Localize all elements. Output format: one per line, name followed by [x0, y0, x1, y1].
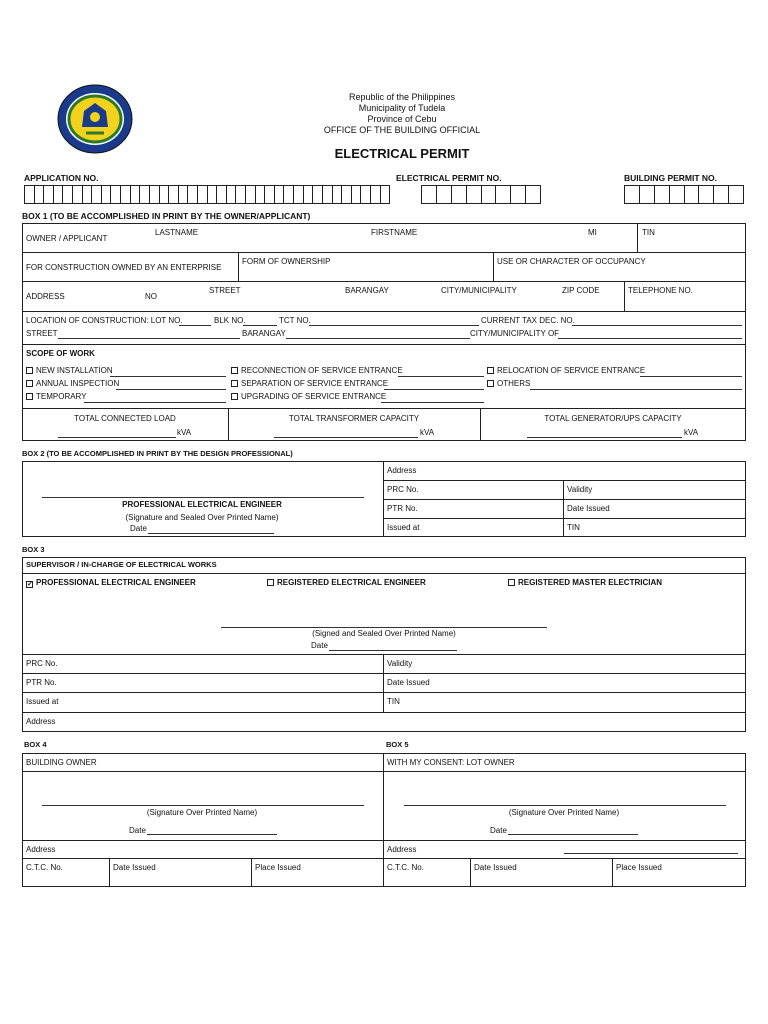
box3-address-label: Address: [26, 717, 56, 726]
total-generator-label: TOTAL GENERATOR/UPS CAPACITY: [544, 414, 682, 423]
telephone-label: TELEPHONE NO.: [628, 286, 693, 295]
enterprise-label: FOR CONSTRUCTION OWNED BY AN ENTERPRISE: [26, 263, 222, 272]
box2-heading: BOX 2 (TO BE ACCOMPLISHED IN PRINT BY THE DESIGN PROFESSIONAL): [22, 449, 293, 458]
header-line-1: Republic of the Philippines: [348, 92, 456, 102]
building-permit-no-label: BUILDING PERMIT NO.: [624, 173, 718, 183]
box2-validity-label: Validity: [567, 485, 593, 494]
box2-prc-label: PRC No.: [387, 485, 419, 494]
header-line-2: Municipality of Tudela: [358, 103, 446, 113]
box3-issued-at-label: Issued at: [26, 697, 59, 706]
mi-label: MI: [588, 228, 597, 237]
box4-heading: BOX 4: [24, 740, 47, 749]
checkbox-icon: [26, 393, 33, 400]
box3-ptr-label: PTR No.: [26, 678, 57, 687]
lastname-label: LASTNAME: [155, 228, 199, 237]
electrical-permit-no-label: ELECTRICAL PERMIT NO.: [396, 173, 502, 183]
total-connected-load-label: TOTAL CONNECTED LOAD: [74, 414, 176, 423]
checkbox-icon: [267, 579, 274, 586]
electrical-permit-no-field[interactable]: [421, 185, 541, 204]
municipal-seal: [56, 83, 134, 155]
application-no-field[interactable]: [24, 185, 390, 204]
generator-kva-unit: kVA: [684, 428, 699, 437]
checkbox-icon: [26, 380, 33, 387]
checkbox-icon: [231, 393, 238, 400]
scope-separation[interactable]: SEPARATION OF SERVICE ENTRANCE: [231, 379, 388, 389]
city-label: CITY/MUNICIPALITY: [441, 286, 517, 295]
box5-ctc-label: C.T.C. No.: [387, 863, 424, 872]
zip-label: ZIP CODE: [562, 286, 600, 295]
checkbox-icon: [26, 367, 33, 374]
checkbox-icon: [487, 367, 494, 374]
box3-heading: BOX 3: [22, 545, 45, 554]
use-occupancy-label: USE OR CHARACTER OF OCCUPANCY: [497, 257, 646, 266]
checkbox-icon: [487, 380, 494, 387]
box4-date-label: Date: [129, 826, 146, 835]
box3-option-rme[interactable]: REGISTERED MASTER ELECTRICIAN: [508, 578, 662, 588]
scope-others[interactable]: OTHERS: [487, 379, 530, 389]
box5-signature-caption: (Signature Over Printed Name): [508, 808, 620, 817]
box5-place-issued-label: Place Issued: [616, 863, 662, 872]
page-title: ELECTRICAL PERMIT: [334, 146, 470, 161]
box2-pee-title: PROFESSIONAL ELECTRICAL ENGINEER: [122, 500, 282, 509]
box2-ptr-label: PTR No.: [387, 504, 418, 513]
checked-checkbox-icon: ✓: [27, 581, 33, 588]
building-permit-no-field[interactable]: [624, 185, 744, 204]
owner-tin-label: TIN: [642, 228, 655, 237]
box3-supervisor-title: SUPERVISOR / IN-CHARGE OF ELECTRICAL WORKS: [26, 560, 217, 569]
scope-annual-inspection[interactable]: ANNUAL INSPECTION: [26, 379, 119, 389]
checkbox-icon: [231, 380, 238, 387]
loc-city-label: CITY/MUNICIPALITY OF: [470, 329, 560, 338]
checkbox-icon: [508, 579, 515, 586]
form-of-ownership-label: FORM OF OWNERSHIP: [242, 257, 331, 266]
box2-issued-at-label: Issued at: [387, 523, 420, 532]
owner-applicant-label: OWNER / APPLICANT: [26, 234, 108, 243]
box4-title: BUILDING OWNER: [26, 758, 97, 767]
header-line-3: Province of Cebu: [367, 114, 437, 124]
scope-temporary[interactable]: TEMPORARY: [26, 392, 87, 402]
box5-date-label: Date: [490, 826, 507, 835]
tct-label: TCT NO.: [279, 316, 311, 325]
box4-signature-caption: (Signature Over Printed Name): [146, 808, 258, 817]
box4-ctc-label: C.T.C. No.: [26, 863, 63, 872]
load-kva-unit: kVA: [177, 428, 192, 437]
box2-tin-label: TIN: [567, 523, 580, 532]
loc-barangay-label: BARANGAY: [242, 329, 286, 338]
barangay-label: BARANGAY: [345, 286, 389, 295]
box5-address-label: Address: [387, 845, 417, 854]
box2-date-issued-label: Date Issued: [567, 504, 610, 513]
box3-date-issued-label: Date Issued: [387, 678, 430, 687]
checkbox-icon: [231, 367, 238, 374]
box4-place-issued-label: Place Issued: [255, 863, 301, 872]
scope-reconnection[interactable]: RECONNECTION OF SERVICE ENTRANCE: [231, 366, 403, 376]
total-transformer-label: TOTAL TRANSFORMER CAPACITY: [288, 414, 420, 423]
box2-address-label: Address: [387, 466, 417, 475]
box3-tin-label: TIN: [387, 697, 400, 706]
blk-label: BLK NO.: [214, 316, 246, 325]
box2-date-label: Date: [130, 524, 147, 533]
box3-date-label: Date: [311, 641, 328, 650]
box4-address-label: Address: [26, 845, 56, 854]
box3-prc-label: PRC No.: [26, 659, 58, 668]
address-label: ADDRESS: [26, 292, 65, 301]
location-lot-label: LOCATION OF CONSTRUCTION: LOT NO.: [26, 316, 183, 325]
scope-relocation[interactable]: RELOCATION OF SERVICE ENTRANCE: [487, 366, 645, 376]
tax-dec-label: CURRENT TAX DEC. NO.: [481, 316, 575, 325]
firstname-label: FIRSTNAME: [371, 228, 418, 237]
box5-title: WITH MY CONSENT: LOT OWNER: [387, 758, 515, 767]
box3-signature-caption: (Signed and Sealed Over Printed Name): [312, 629, 456, 638]
street-label: STREET: [209, 286, 241, 295]
address-no-label: NO: [145, 292, 157, 301]
box2-signature-caption: (Signature and Sealed Over Printed Name): [125, 513, 279, 522]
header-line-4: OFFICE OF THE BUILDING OFFICIAL: [323, 125, 481, 135]
scope-upgrading[interactable]: UPGRADING OF SERVICE ENTRANCE: [231, 392, 386, 402]
box1-heading: BOX 1 (TO BE ACCOMPLISHED IN PRINT BY THE OWNER/APPLICANT): [22, 211, 311, 221]
application-no-label: APPLICATION NO.: [24, 173, 99, 183]
loc-street-label: STREET: [26, 329, 58, 338]
box5-date-issued-label: Date Issued: [474, 863, 517, 872]
scope-of-work-title: SCOPE OF WORK: [26, 349, 95, 358]
scope-new-installation[interactable]: NEW INSTALLATION: [26, 366, 113, 376]
box5-heading: BOX 5: [386, 740, 409, 749]
transformer-kva-unit: kVA: [420, 428, 435, 437]
box3-option-ree[interactable]: REGISTERED ELECTRICAL ENGINEER: [267, 578, 426, 588]
box4-date-issued-label: Date Issued: [113, 863, 156, 872]
box3-option-pee[interactable]: ✓ PROFESSIONAL ELECTRICAL ENGINEER: [27, 578, 196, 588]
box3-validity-label: Validity: [387, 659, 413, 668]
